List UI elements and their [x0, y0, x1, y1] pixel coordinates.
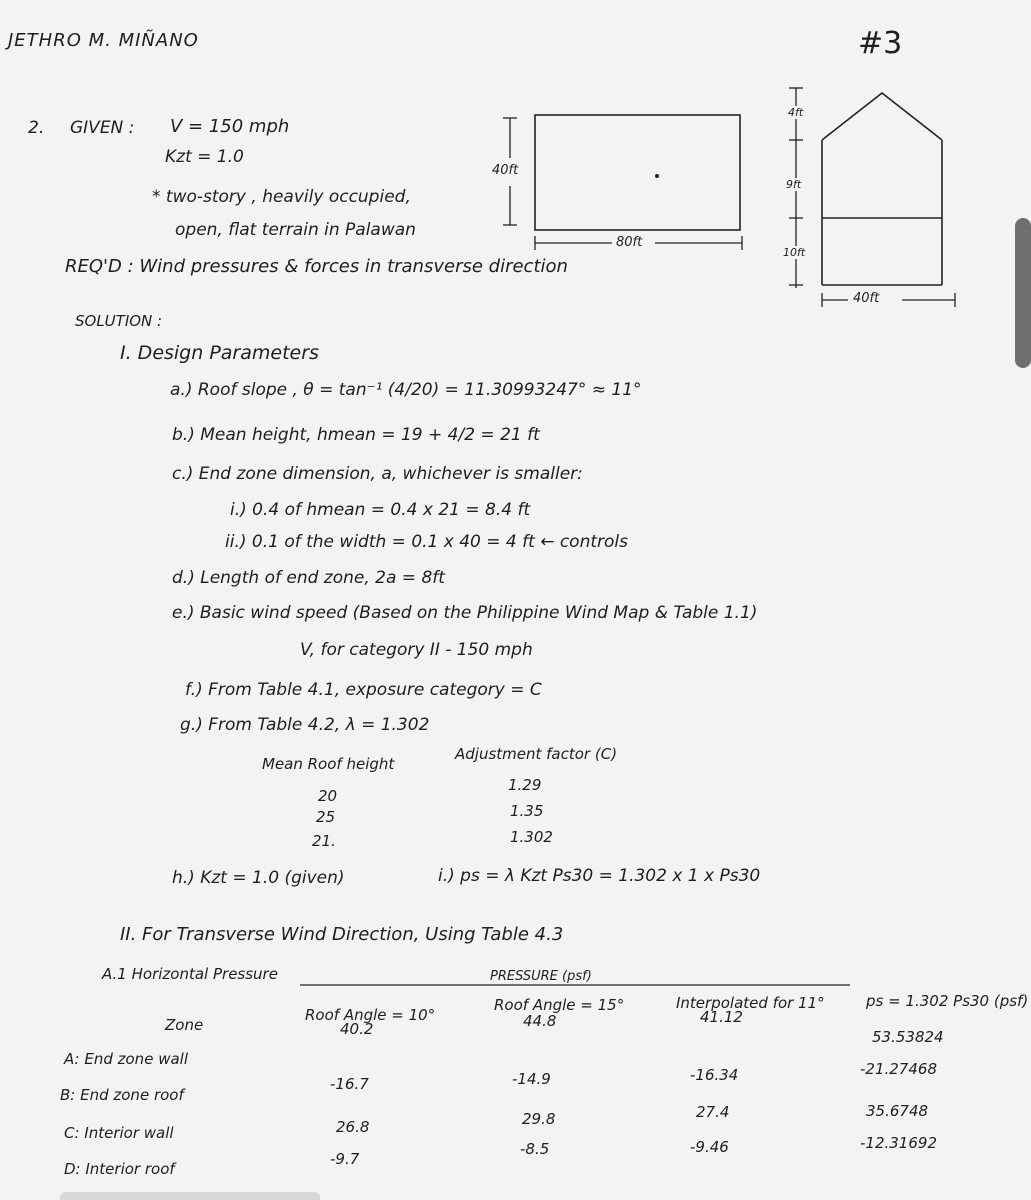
given-kzt: Kzt = 1.0: [165, 147, 244, 167]
section-1-heading: I. Design Parameters: [120, 342, 319, 364]
value-15: -8.5: [520, 1140, 550, 1158]
param-b: b.) Mean height, hmean = 19 + 4/2 = 21 ft: [172, 425, 540, 445]
param-e: e.) Basic wind speed (Based on the Philippine Wind Map & Table 1.1): [172, 603, 758, 623]
value-11: -16.34: [690, 1066, 739, 1084]
given-note-2: open, flat terrain in Palawan: [175, 220, 416, 240]
value-15: 44.8: [523, 1012, 557, 1030]
param-e-2: V, for category II - 150 mph: [300, 640, 533, 660]
col-header-15: Roof Angle = 15°: [494, 996, 625, 1014]
zone-label: B: End zone roof: [60, 1086, 184, 1104]
adj-row-height: 25: [316, 808, 336, 826]
zone-label: A: End zone wall: [64, 1050, 188, 1068]
param-d: d.) Length of end zone, 2a = 8ft: [172, 568, 445, 588]
value-15: 29.8: [522, 1110, 556, 1128]
value-10: -9.7: [330, 1150, 360, 1168]
value-11: 27.4: [696, 1103, 730, 1121]
col-header-10: Roof Angle = 10°: [305, 1006, 436, 1024]
bottom-bar: [60, 1192, 320, 1200]
param-i: i.) ps = λ Kzt Ps30 = 1.302 x 1 x Ps30: [438, 866, 761, 886]
param-h: h.) Kzt = 1.0 (given): [172, 868, 345, 888]
adj-row-factor: 1.29: [508, 776, 542, 794]
value-11: 41.12: [700, 1008, 743, 1026]
item-number: 2.: [28, 118, 45, 138]
elevation-house: [822, 93, 942, 285]
value-ps: 35.6748: [866, 1102, 929, 1120]
value-15: -14.9: [512, 1070, 551, 1088]
param-a: a.) Roof slope , θ = tan⁻¹ (4/20) = 11.30993247° ≈ 11°: [170, 380, 642, 400]
required-line: REQ'D : Wind pressures & forces in transverse direction: [65, 256, 568, 277]
adj-row-factor: 1.302: [510, 828, 553, 846]
elev-dim-mid: 9ft: [786, 178, 802, 191]
param-g: g.) From Table 4.2, λ = 1.302: [180, 715, 430, 735]
plan-rectangle: [535, 115, 740, 230]
section-2-heading: II. For Transverse Wind Direction, Using Table 4.3: [120, 924, 564, 945]
given-v: V = 150 mph: [170, 116, 290, 137]
elev-dim-bot: 10ft: [783, 246, 806, 259]
value-ps: -12.31692: [860, 1134, 937, 1152]
value-10: -16.7: [330, 1075, 369, 1093]
solution-heading: SOLUTION :: [75, 312, 163, 330]
zone-label: D: Interior roof: [64, 1160, 175, 1178]
vertical-scrollbar[interactable]: [1015, 218, 1031, 368]
plan-height-label: 40ft: [492, 163, 519, 178]
param-f: f.) From Table 4.1, exposure category = C: [185, 680, 542, 700]
author-name: JETHRO M. MIÑANO: [8, 30, 199, 51]
param-c-ii: ii.) 0.1 of the width = 0.1 x 40 = 4 ft ← controls: [225, 532, 628, 552]
param-c-i: i.) 0.4 of hmean = 0.4 x 21 = 8.4 ft: [230, 500, 531, 520]
value-10: 26.8: [336, 1118, 370, 1136]
param-c: c.) End zone dimension, a, whichever is smaller:: [172, 464, 583, 484]
adj-row-factor: 1.35: [510, 802, 544, 820]
adj-row-height: 21.: [312, 832, 336, 850]
elev-dim-top: 4ft: [788, 106, 804, 119]
zone-label: C: Interior wall: [64, 1124, 174, 1142]
plan-length-label: 80ft: [616, 235, 643, 250]
given-label: GIVEN :: [70, 118, 135, 138]
elevation-width-dimension: [822, 293, 955, 307]
pressure-header: PRESSURE (psf): [490, 969, 592, 984]
given-note-1: * two-story , heavily occupied,: [152, 187, 411, 207]
adj-header-factor: Adjustment factor (C): [455, 745, 618, 763]
value-10: 40.2: [340, 1020, 374, 1038]
adj-header-height: Mean Roof height: [262, 755, 395, 773]
adj-row-height: 20: [318, 787, 338, 805]
col-header-11: Interpolated for 11°: [676, 994, 825, 1012]
value-ps: 53.53824: [872, 1028, 944, 1046]
col-header-zone: Zone: [165, 1016, 204, 1034]
value-ps: -21.27468: [860, 1060, 937, 1078]
value-11: -9.46: [690, 1138, 729, 1156]
subsection-a1: A.1 Horizontal Pressure: [102, 965, 278, 983]
col-header-ps: ps = 1.302 Ps30 (psf): [866, 992, 1029, 1010]
problem-number: #3: [858, 26, 903, 61]
elev-width-label: 40ft: [853, 291, 880, 306]
